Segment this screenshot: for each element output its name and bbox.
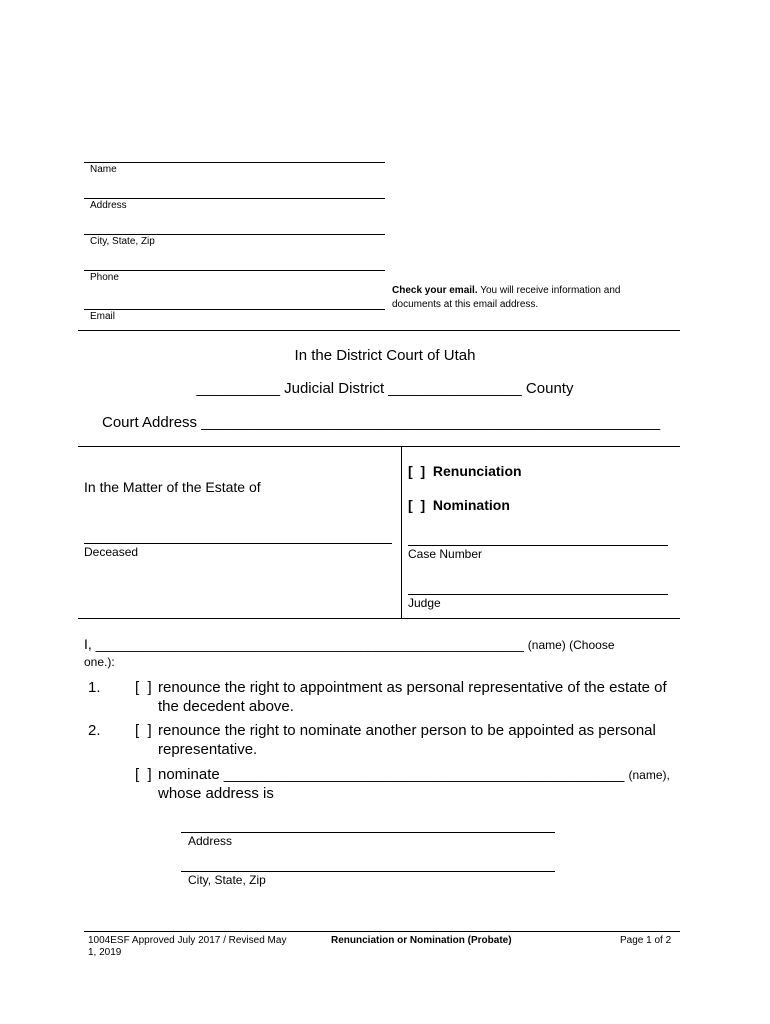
court-title: In the District Court of Utah xyxy=(294,347,476,364)
email-notice-bold: Check your email. xyxy=(392,285,478,296)
case-number-line xyxy=(408,545,668,546)
nominate-checkbox[interactable]: [ ] xyxy=(135,766,152,783)
city-state-zip-line xyxy=(84,234,385,235)
nominee-city-label: City, State, Zip xyxy=(188,873,266,887)
footer-page-number: Page 1 of 2 xyxy=(620,935,672,946)
email-notice-text: You will receive information and documents at this email address. xyxy=(392,285,621,310)
judge-label: Judge xyxy=(408,596,441,610)
nominee-city-line xyxy=(181,871,555,872)
judicial-district-line: __________ Judicial District ________________ County xyxy=(196,380,574,397)
deceased-name-line xyxy=(84,543,392,544)
item-2-checkbox[interactable]: [ ] xyxy=(135,722,152,739)
item-2-text: renounce the right to nominate another person to be appointed as personal representative. xyxy=(158,722,656,758)
footer-form-id: 1004ESF Approved July 2017 / Revised May 1, 2019 xyxy=(88,935,287,958)
email-line xyxy=(84,309,385,310)
email-notice xyxy=(392,284,667,312)
case-number-label: Case Number xyxy=(408,547,483,561)
address-label: Address xyxy=(90,200,127,211)
address-line xyxy=(84,198,385,199)
nominee-address-line xyxy=(181,832,555,833)
phone-label: Phone xyxy=(90,272,119,283)
caption-bottom-divider xyxy=(78,618,680,619)
nominate-line xyxy=(158,765,670,785)
deceased-label: Deceased xyxy=(84,545,139,559)
caption-top-divider xyxy=(78,446,680,447)
estate-matter-label: In the Matter of the Estate of xyxy=(84,479,261,495)
intro-line xyxy=(84,636,615,652)
item-1-number: 1. xyxy=(88,679,101,696)
footer-title: Renunciation or Nomination (Probate) xyxy=(331,935,512,946)
intro-choose-one: one.): xyxy=(84,655,115,669)
nomination-option[interactable]: [ ] Nomination xyxy=(408,497,510,513)
nominate-name-note: (name), xyxy=(628,768,670,782)
renunciation-option[interactable]: [ ] Renunciation xyxy=(408,463,522,479)
court-address-line: Court Address _______________________________________________________ xyxy=(102,414,661,431)
email-label: Email xyxy=(90,311,116,322)
name-label: Name xyxy=(90,164,117,175)
nominate-text: nominate ________________________________________________ xyxy=(158,766,625,783)
whose-address-label: whose address is xyxy=(158,785,274,802)
city-state-zip-label: City, State, Zip xyxy=(90,236,155,247)
item-1-text: renounce the right to appointment as personal representative of the estate of the decedent above. xyxy=(158,679,667,715)
intro-prefix: I, _______________________________________________________ xyxy=(84,636,528,652)
caption-vertical-divider xyxy=(401,446,402,618)
footer-divider xyxy=(84,931,680,932)
name-line xyxy=(84,162,385,163)
item-2-number: 2. xyxy=(88,722,101,739)
phone-line xyxy=(84,270,385,271)
judge-line xyxy=(408,594,668,595)
nominee-address-label: Address xyxy=(188,834,233,848)
item-1-checkbox[interactable]: [ ] xyxy=(135,679,152,696)
intro-name-note: (name) (Choose xyxy=(527,638,615,652)
header-divider xyxy=(78,330,680,331)
